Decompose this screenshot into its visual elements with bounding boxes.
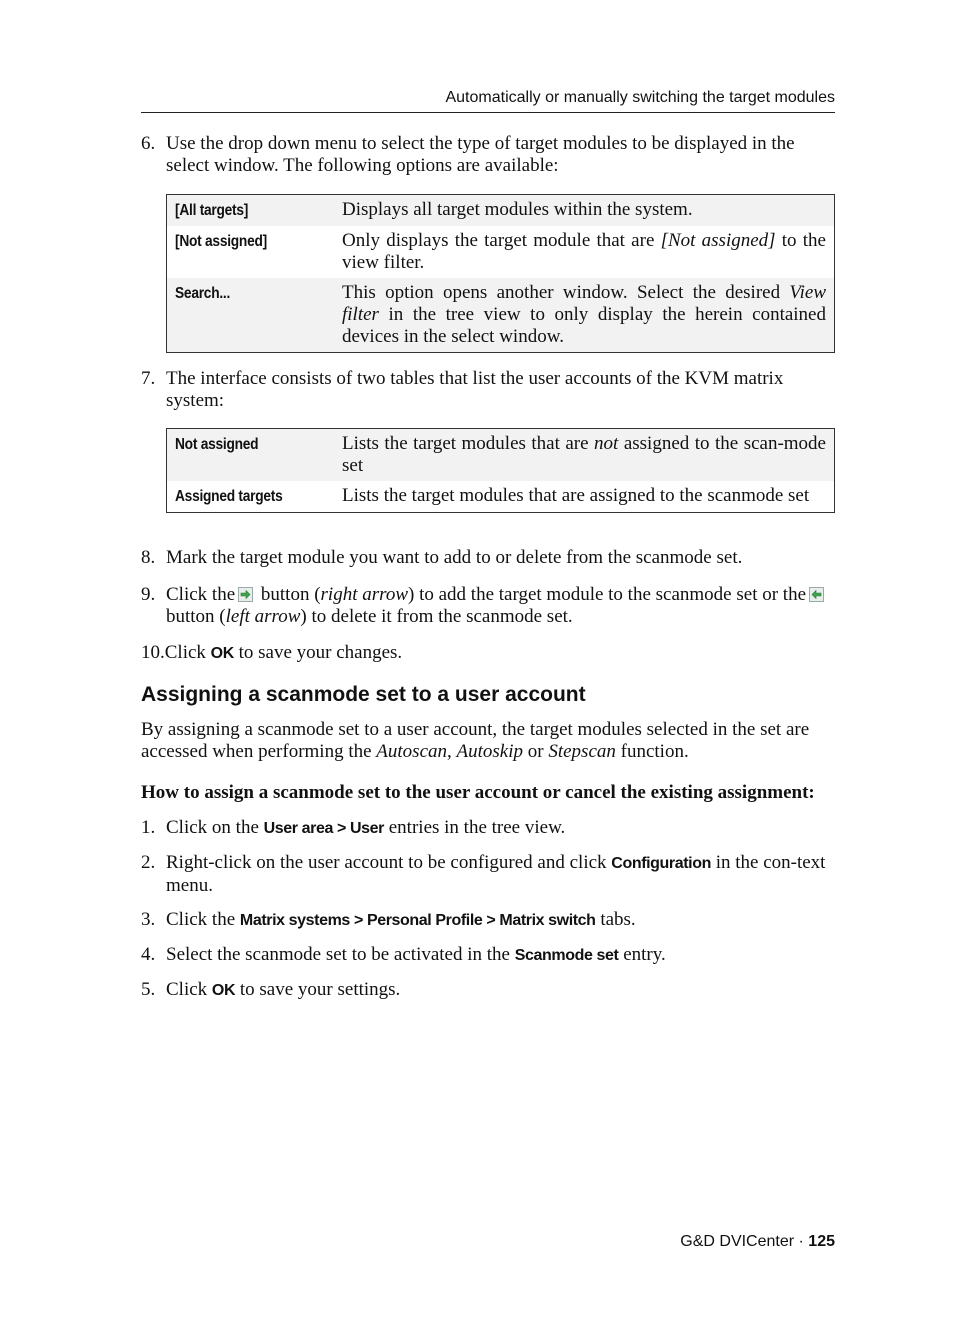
- step-7: [141, 368, 835, 412]
- arrow-right-icon: [238, 587, 253, 602]
- step-6: [141, 133, 835, 177]
- option-key: Search...: [175, 285, 231, 302]
- page-number: 125: [808, 1233, 835, 1250]
- step-number: 8.: [141, 547, 156, 568]
- arrow-left-icon: [809, 587, 824, 602]
- step-text: 10.Click OK to save your changes.: [141, 642, 403, 663]
- table-key: Not assigned: [175, 436, 259, 453]
- step-10: [141, 642, 835, 665]
- step-number: 6.: [141, 133, 156, 154]
- step-9: [141, 584, 835, 628]
- step-number: 7.: [141, 368, 156, 389]
- table-row: [167, 429, 835, 482]
- howto-step-1: 1. Click on the User area > User entries in the tree view.: [141, 817, 566, 838]
- option-description: Only displays the target module that are [Not assigned] to the view filter.: [342, 230, 826, 273]
- option-key: [Not assigned]: [175, 233, 267, 250]
- howto-step-2: 2. Right-click on the user account to be configured and click Configuration in the con-text menu.: [141, 852, 826, 896]
- table-row: [167, 481, 835, 513]
- step-text: The interface consists of two tables that list the user accounts of the KVM matrix system:: [166, 368, 784, 411]
- header-rule: [141, 112, 835, 113]
- howto-step-3: 3. Click the Matrix systems > Personal Profile > Matrix switch tabs.: [141, 909, 636, 930]
- table-row: [167, 226, 835, 278]
- howto-step-5: 5. Click OK to save your settings.: [141, 979, 401, 1000]
- page-footer: G&D DVICenter · 125: [680, 1233, 835, 1250]
- option-key: [All targets]: [175, 202, 249, 219]
- table-row: [167, 195, 835, 227]
- table-description: Lists the target modules that are assigned to the scanmode set: [342, 485, 810, 506]
- step-text: Mark the target module you want to add to or delete from the scanmode set.: [166, 547, 743, 568]
- table-key: Assigned targets: [175, 488, 283, 505]
- step-8: [141, 547, 835, 569]
- step-number: 9.: [141, 584, 156, 605]
- howto-step-4: 4. Select the scanmode set to be activated in the Scanmode set entry.: [141, 944, 666, 965]
- option-description: This option opens another window. Select the desired View filter in the tree view to only display the herein contained devices in the select window.: [334, 278, 835, 353]
- howto-heading: How to assign a scanmode set to the user account or cancel the existing assignment:: [141, 782, 815, 803]
- step-text: Use the drop down menu to select the type of target modules to be displayed in the select window. The following options are available:: [166, 133, 795, 176]
- step-text: Click the button (right arrow) to add the target module to the scanmode set or the button (left arrow) to delete it from the scanmode set.: [166, 584, 835, 628]
- table-description: Lists the target modules that are not assigned to the scan-mode set: [334, 429, 835, 482]
- table-row: [167, 278, 835, 353]
- option-description: Displays all target modules within the system.: [334, 195, 835, 227]
- section-intro: By assigning a scanmode set to a user account, the target modules selected in the set are accessed when performing the Autoscan, Autoskip or Stepscan function.: [141, 719, 810, 762]
- section-heading: Assigning a scanmode set to a user account: [141, 683, 586, 706]
- tables-description-table: [166, 428, 835, 513]
- running-header: Automatically or manually switching the target modules: [445, 89, 835, 106]
- options-table: [166, 194, 835, 353]
